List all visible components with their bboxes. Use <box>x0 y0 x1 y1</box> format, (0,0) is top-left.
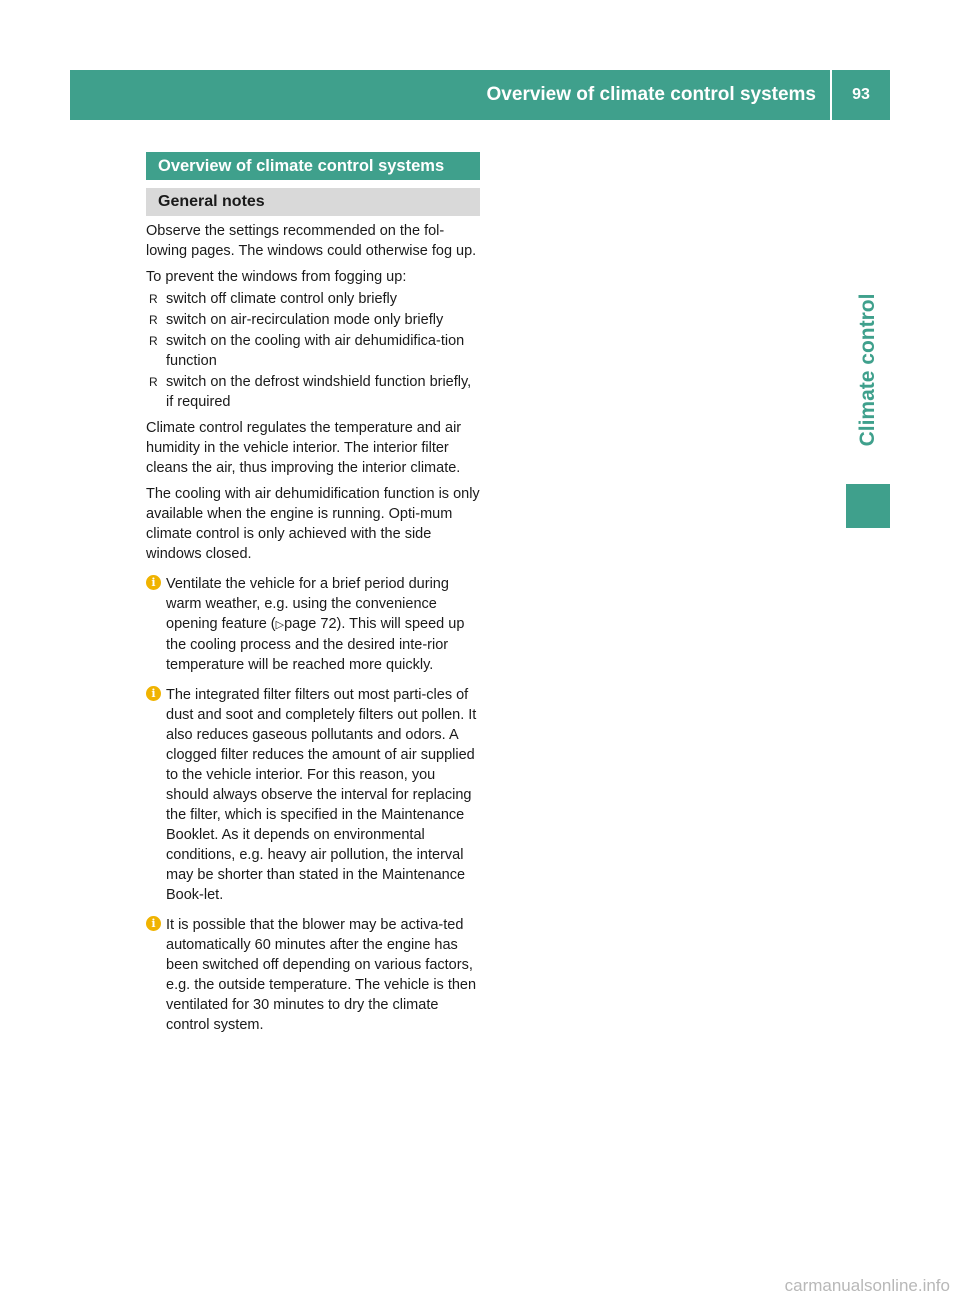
info-icon: i <box>146 916 161 931</box>
list-item <box>146 310 480 330</box>
chapter-tab-marker <box>846 484 890 528</box>
page-ref-arrow-icon: ▷ <box>275 619 285 631</box>
list-item <box>146 372 480 412</box>
page-ref-link[interactable]: page 72 <box>284 616 337 632</box>
bullet-icon: R <box>149 313 158 327</box>
bullet-icon: R <box>149 375 158 389</box>
note-text: The integrated filter filters out most parti-cles of dust and soot and completely filters out pollen. It also reduces gaseous pollutants and odors. A clogged filter reduces the amount of air supplied to the vehicle interior. For this reason, you should always observe the interval for replacing the filter, which is specified in the Maintenance Booklet. As it depends on environmental conditions, e.g. heavy air pollution, the interval may be shorter than stated in the Maintenance Book-let. <box>166 687 477 903</box>
info-note-filter <box>146 685 480 905</box>
chapter-tab-label: Climate control <box>856 293 879 447</box>
note-text: Ventilate the vehicle for a brief period during warm weather, e.g. using the convenience opening feature ( <box>166 576 449 632</box>
bullet-icon: R <box>149 292 158 306</box>
fog-prevention-list <box>146 289 480 412</box>
section-title: Overview of climate control systems <box>146 152 480 180</box>
main-content <box>146 152 480 1035</box>
climate-paragraph: Climate control regulates the temperature and air humidity in the vehicle interior. The interior filter cleans the air, thus improving the interior climate. <box>146 420 462 476</box>
info-note-ventilate <box>146 574 480 675</box>
list-item-text: switch off climate control only briefly <box>166 291 398 307</box>
list-item <box>146 331 480 371</box>
list-item-text: switch on the defrost windshield function briefly, if required <box>166 374 472 410</box>
subsection-title: General notes <box>146 188 480 216</box>
list-item-text: switch on air-recirculation mode only briefly <box>166 312 444 328</box>
note-text: ). This will speed up the cooling process and the desired inte-rior temperature will be reached more quickly. <box>166 616 465 673</box>
list-lead: To prevent the windows from fogging up: <box>146 269 407 285</box>
info-icon: i <box>146 686 161 701</box>
watermark: carmanualsonline.info <box>784 1276 950 1295</box>
chapter-tab <box>846 260 890 480</box>
note-text: It is possible that the blower may be activa-ted automatically 60 minutes after the engine has been switched off depending on various factors, e.g. the outside temperature. The vehicle is then ventilated for 30 minutes to dry the climate control system. <box>166 917 477 1033</box>
info-icon: i <box>146 575 161 590</box>
page-header <box>70 70 890 120</box>
intro-paragraph: Observe the settings recommended on the fol-lowing pages. The windows could otherwise fog up. <box>146 223 477 259</box>
bullet-icon: R <box>149 334 158 348</box>
cooling-paragraph: The cooling with air dehumidification function is only available when the engine is running. Opti-mum climate control is only achieved with the side windows closed. <box>146 486 480 562</box>
page-number: 93 <box>852 86 870 103</box>
header-title: Overview of climate control systems <box>486 84 816 105</box>
info-note-blower <box>146 915 480 1035</box>
list-item-text: switch on the cooling with air dehumidifica-tion function <box>166 333 465 369</box>
list-item <box>146 289 480 309</box>
